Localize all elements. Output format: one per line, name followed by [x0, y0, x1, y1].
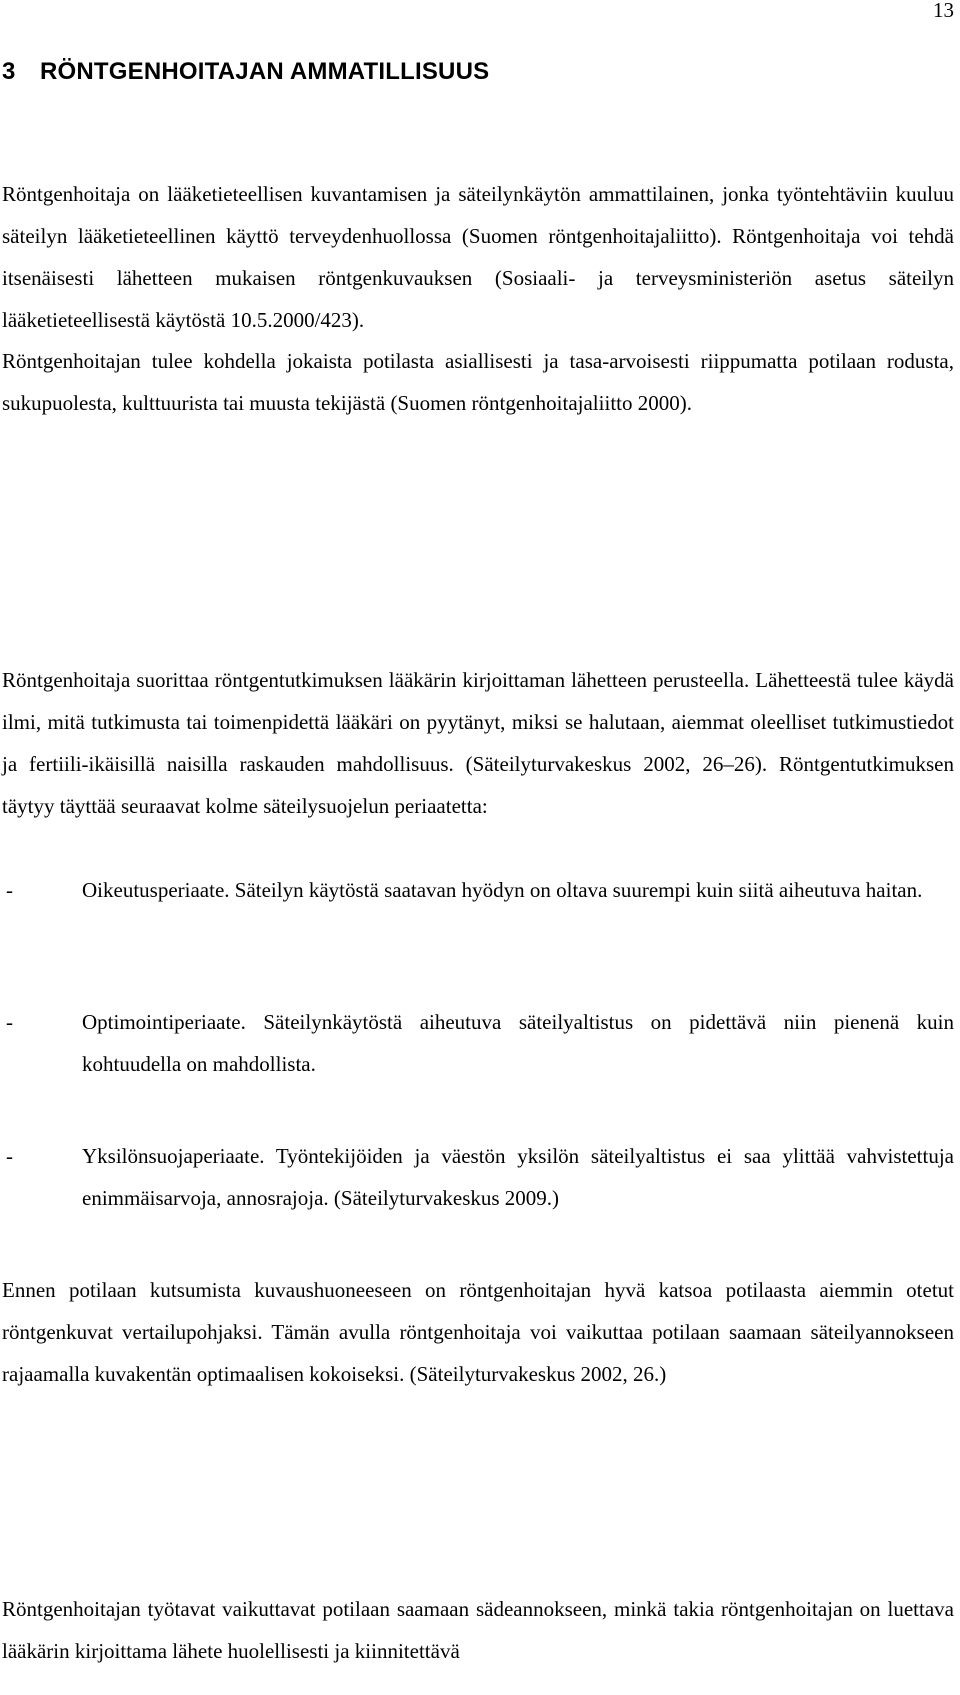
list-marker: - — [6, 878, 13, 902]
chapter-number: 3 — [2, 58, 16, 85]
principle-text: Optimointiperiaate. Säteilynkäytöstä aiheutuva säteilyaltistus on pidettävä niin pienenä kuin kohtuudella on mahdollista. — [82, 1010, 954, 1076]
paragraph-definition: Röntgenhoitaja on lääketieteellisen kuvantamisen ja säteilynkäytön ammattilainen, jonka työntehtäviin kuuluu säteilyn lääketieteellinen käyttö terveydenhuollossa (Suomen röntgenhoitajaliitto). Röntgenhoitaja voi tehdä itsenäisesti lähetteen mukaisen röntgenkuvauksen (Sosiaali- ja terveysministeriön asetus säteilyn lääketieteellisestä käytöstä 10.5.2000/423). — [2, 182, 954, 332]
paragraph-previous-images: Ennen potilaan kutsumista kuvaushuoneeseen on röntgenhoitajan hyvä katsoa potilaasta aiemmin otetut röntgenkuvat vertailupohjaksi. Tämän avulla röntgenhoitaja voi vaikuttaa potilaan saamaan säteilyannokseen rajaamalla kuvakentän optimaalisen kokoiseksi. (Säteilyturvakeskus 2002, 26.) — [2, 1278, 954, 1386]
principle-text: Oikeutusperiaate. Säteilyn käytöstä saatavan hyödyn on oltava suurempi kuin siitä aiheutuva haitan. — [82, 878, 923, 902]
principle-item-justification — [2, 869, 954, 911]
page-number: 13 — [933, 0, 954, 22]
list-marker: - — [6, 1144, 13, 1168]
principle-item-optimisation — [2, 1001, 954, 1085]
principle-item-individual-protection — [2, 1135, 954, 1219]
paragraph-equality: Röntgenhoitajan tulee kohdella jokaista potilasta asiallisesti ja tasa-arvoisesti riippumatta potilaan rodusta, sukupuolesta, kulttuurista tai muusta tekijästä (Suomen röntgenhoitajaliitto 2000). — [2, 349, 954, 415]
chapter-heading — [2, 58, 489, 86]
paragraph-work-methods: Röntgenhoitajan työtavat vaikuttavat potilaan saamaan sädeannokseen, minkä takia röntgenhoitajan on luettava lääkärin kirjoittama lähete huolellisesti ja kiinnitettävä — [2, 1597, 954, 1663]
principle-text: Yksilönsuojaperiaate. Työntekijöiden ja väestön yksilön säteilyaltistus ei saa ylittää vahvistettuja enimmäisarvoja, annosrajoja. (Säteilyturvakeskus 2009.) — [82, 1144, 954, 1210]
list-marker: - — [6, 1010, 13, 1034]
paragraph-referral: Röntgenhoitaja suorittaa röntgentutkimuksen lääkärin kirjoittaman lähetteen perusteella. Lähetteestä tulee käydä ilmi, mitä tutkimusta tai toimenpidettä lääkäri on pyytänyt, miksi se halutaan, aiemmat oleelliset tutkimustiedot ja fertiili-ikäisillä naisilla raskauden mahdollisuus. (Säteilyturvakeskus 2002, 26–26). Röntgentutkimuksen täytyy täyttää seuraavat kolme säteilysuojelun periaatetta: — [2, 668, 954, 818]
chapter-title: RÖNTGENHOITAJAN AMMATILLISUUS — [40, 58, 490, 85]
